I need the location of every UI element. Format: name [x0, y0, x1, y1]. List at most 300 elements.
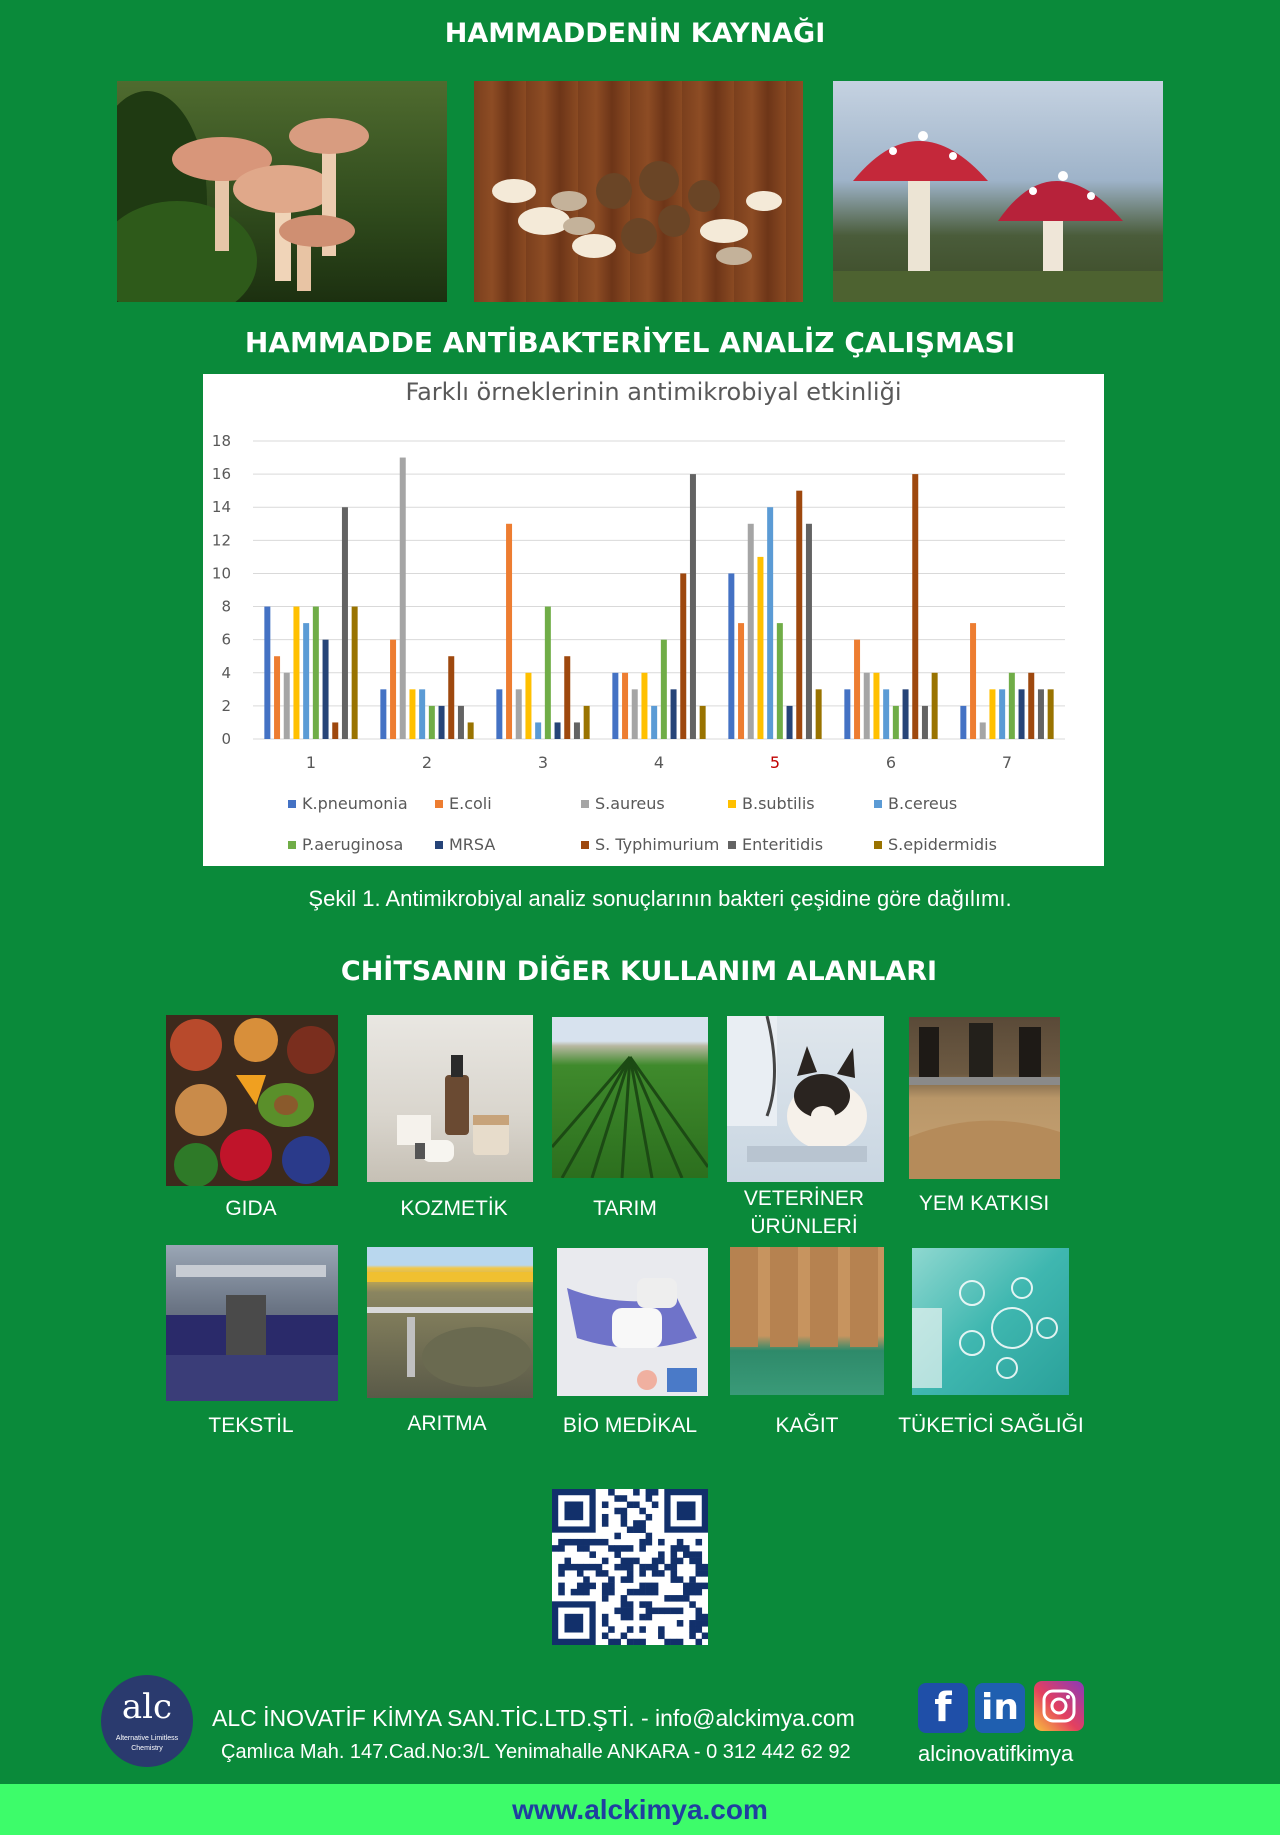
qr-module [702, 1633, 708, 1640]
usage-label-aritma: ARITMA [407, 1412, 487, 1435]
qr-module [589, 1564, 596, 1571]
bar [777, 623, 783, 739]
qr-module [677, 1620, 684, 1627]
qr-module [614, 1564, 621, 1571]
bar [352, 607, 358, 739]
qr-module [677, 1558, 684, 1565]
qr-module [621, 1595, 628, 1602]
qr-module [689, 1633, 696, 1640]
qr-module [602, 1501, 609, 1508]
agriculture-photo [552, 1017, 708, 1178]
qr-module [621, 1614, 628, 1621]
y-tick-label: 12 [211, 531, 231, 550]
mushroom-photo-wood [474, 81, 803, 302]
legend-swatch [874, 800, 882, 808]
bar [970, 623, 976, 739]
qr-module [633, 1558, 640, 1565]
qr-module [646, 1539, 653, 1546]
legend-swatch [874, 841, 882, 849]
bar [738, 623, 744, 739]
bar [1019, 689, 1025, 739]
qr-module [658, 1633, 665, 1640]
qr-module [646, 1614, 653, 1621]
legend-label: P.aeruginosa [302, 835, 404, 854]
antimicrobial-chart [203, 374, 1104, 866]
y-tick-label: 14 [211, 498, 231, 517]
qr-module [558, 1570, 565, 1577]
qr-module [633, 1526, 640, 1533]
qr-module [564, 1501, 583, 1520]
x-tick-label: 6 [885, 753, 897, 772]
qr-module [589, 1583, 596, 1590]
cosmetic-photo [367, 1015, 533, 1182]
logo-text: alc [121, 1687, 173, 1727]
y-tick-label: 18 [211, 432, 231, 450]
bar [932, 673, 938, 739]
usage-label-veteriner [704, 1185, 904, 1241]
qr-module [671, 1545, 678, 1552]
bar [748, 524, 754, 739]
bar [622, 673, 628, 739]
qr-module [564, 1614, 583, 1633]
bar [844, 689, 850, 739]
bar [700, 706, 706, 739]
y-tick-label: 10 [211, 564, 231, 583]
x-tick-label: 4 [653, 753, 665, 772]
qr-module [639, 1614, 646, 1621]
qr-module [639, 1539, 646, 1546]
qr-module [664, 1608, 671, 1615]
qr-module [633, 1501, 640, 1508]
consumer-health-photo [912, 1248, 1069, 1395]
qr-module [658, 1626, 665, 1633]
qr-module [627, 1526, 634, 1533]
qr-module [696, 1608, 703, 1615]
bar [439, 706, 445, 739]
bar [506, 524, 512, 739]
linkedin-icon[interactable]: in [975, 1683, 1025, 1733]
bar [409, 689, 415, 739]
legend-label: S.epidermidis [888, 835, 997, 854]
usage-label-gida: GIDA [225, 1197, 277, 1220]
bar [313, 607, 319, 739]
bar [390, 640, 396, 739]
qr-module [677, 1608, 684, 1615]
legend-label: S. Typhimurium [595, 835, 720, 854]
qr-module [633, 1520, 640, 1527]
bar [757, 557, 763, 739]
bar [448, 656, 454, 739]
qr-module [696, 1558, 703, 1565]
bar [999, 689, 1005, 739]
qr-module [639, 1508, 646, 1515]
qr-module [602, 1614, 609, 1621]
qr-module [577, 1564, 584, 1571]
qr-module [621, 1576, 628, 1583]
qr-module [639, 1564, 646, 1571]
qr-module [621, 1601, 628, 1608]
bar [264, 607, 270, 739]
y-tick-label: 4 [221, 663, 231, 682]
qr-module [677, 1576, 684, 1583]
qr-module [558, 1545, 565, 1552]
qr-module [671, 1551, 678, 1558]
qr-module [627, 1626, 634, 1633]
qr-module [614, 1551, 621, 1558]
legend-label: E.coli [449, 794, 492, 813]
chart-plot [203, 374, 1104, 866]
qr-module [608, 1576, 615, 1583]
qr-module [658, 1539, 665, 1546]
qr-module [677, 1595, 684, 1602]
qr-module [621, 1545, 628, 1552]
qr-module [683, 1545, 690, 1552]
bar [612, 673, 618, 739]
qr-module [608, 1583, 615, 1590]
bar [690, 474, 696, 739]
usage-title: CHİTSANIN DİĞER KULLANIM ALANLARI [340, 956, 938, 987]
bar [564, 656, 570, 739]
qr-module [677, 1539, 684, 1546]
qr-module [696, 1564, 703, 1571]
qr-module [633, 1639, 640, 1645]
bar [332, 722, 338, 739]
qr-module [633, 1489, 640, 1496]
qr-module [571, 1539, 578, 1546]
qr-module [564, 1539, 571, 1546]
logo-subtext-1: Alternative Limitless [115, 1735, 179, 1742]
qr-module [671, 1576, 678, 1583]
qr-module [577, 1539, 584, 1546]
bar [429, 706, 435, 739]
textile-photo [166, 1245, 338, 1401]
qr-module [608, 1626, 615, 1633]
qr-module [614, 1545, 621, 1552]
bar [854, 640, 860, 739]
qr-module [577, 1570, 584, 1577]
qr-module [652, 1558, 659, 1565]
qr-module [558, 1583, 565, 1590]
bar [864, 673, 870, 739]
qr-module [658, 1570, 665, 1577]
bar [496, 689, 502, 739]
legend-swatch [288, 841, 296, 849]
qr-module [614, 1608, 621, 1615]
qr-module [627, 1639, 634, 1645]
legend-swatch [435, 841, 443, 849]
bar [342, 507, 348, 739]
qr-module [702, 1614, 708, 1621]
qr-module [696, 1583, 703, 1590]
qr-module [639, 1520, 646, 1527]
qr-module [696, 1639, 703, 1645]
qr-module [558, 1539, 565, 1546]
treatment-photo [367, 1247, 533, 1398]
footer-bar [0, 1784, 1280, 1835]
qr-module [639, 1545, 646, 1552]
y-tick-label: 6 [221, 630, 231, 649]
logo-subtext-2: Chemistry [131, 1745, 163, 1752]
usage-label-tekstil: TEKSTİL [208, 1414, 294, 1437]
qr-module [702, 1583, 708, 1590]
bar [767, 507, 773, 739]
bar [516, 689, 522, 739]
bar [893, 706, 899, 739]
qr-module [689, 1558, 696, 1565]
qr-module [696, 1614, 703, 1621]
qr-module [652, 1570, 659, 1577]
qr-module [627, 1545, 634, 1552]
bar [1048, 689, 1054, 739]
y-tick-label: 2 [221, 696, 231, 715]
qr-module [689, 1620, 696, 1627]
qr-module [689, 1576, 696, 1583]
qr-module [671, 1639, 678, 1645]
qr-module [664, 1639, 671, 1645]
qr-module [627, 1570, 634, 1577]
qr-module [627, 1608, 634, 1615]
qr-module [696, 1626, 703, 1633]
qr-module [583, 1545, 590, 1552]
qr-module [621, 1608, 628, 1615]
qr-module [596, 1570, 603, 1577]
legend-label: B.cereus [888, 794, 958, 813]
qr-module [652, 1583, 659, 1590]
qr-module [583, 1583, 590, 1590]
qr-module [646, 1601, 653, 1608]
qr-module [577, 1583, 584, 1590]
qr-module [633, 1589, 640, 1596]
qr-module [646, 1533, 653, 1540]
legend-label: K.pneumonia [302, 794, 408, 813]
bar [555, 722, 561, 739]
qr-module [671, 1558, 678, 1565]
qr-module [602, 1620, 609, 1627]
qr-module [652, 1589, 659, 1596]
bar [535, 722, 541, 739]
qr-module [583, 1564, 590, 1571]
qr-module [571, 1564, 578, 1571]
y-tick-label: 0 [221, 730, 231, 748]
bar [816, 689, 822, 739]
legend-swatch [728, 800, 736, 808]
bar [651, 706, 657, 739]
qr-module [583, 1539, 590, 1546]
qr-code[interactable] [552, 1489, 708, 1645]
instagram-icon[interactable] [1034, 1681, 1084, 1731]
legend-label: B.subtilis [742, 794, 815, 813]
qr-module [658, 1558, 665, 1565]
qr-module [602, 1633, 609, 1640]
qr-module [614, 1533, 621, 1540]
bar [293, 607, 299, 739]
qr-module [627, 1601, 634, 1608]
bar [525, 673, 531, 739]
qr-module [627, 1614, 634, 1621]
qr-module [639, 1526, 646, 1533]
qr-module [683, 1551, 690, 1558]
usage-label-yem: YEM KATKISI [918, 1192, 1050, 1215]
y-tick-label: 8 [221, 597, 231, 616]
feed-photo [909, 1017, 1060, 1179]
qr-module [652, 1564, 659, 1571]
legend-label: Enteritidis [742, 835, 824, 854]
qr-module [689, 1589, 696, 1596]
qr-module [589, 1551, 596, 1558]
x-tick-label: 7 [1001, 753, 1013, 772]
bar [922, 706, 928, 739]
qr-module [627, 1576, 634, 1583]
qr-module [677, 1501, 696, 1520]
bar [1038, 689, 1044, 739]
usage-label-kagit: KAĞIT [775, 1414, 839, 1437]
qr-module [696, 1539, 703, 1546]
qr-module [639, 1626, 646, 1633]
qr-module [621, 1514, 628, 1521]
bar [661, 640, 667, 739]
usage-label-tarim: TARIM [593, 1197, 657, 1220]
bar [883, 689, 889, 739]
qr-module [646, 1608, 653, 1615]
qr-module [671, 1564, 678, 1571]
qr-module [646, 1514, 653, 1521]
bar [787, 706, 793, 739]
qr-module [646, 1564, 653, 1571]
qr-module [696, 1589, 703, 1596]
qr-module [646, 1495, 653, 1502]
qr-module [696, 1620, 703, 1627]
bar [1009, 673, 1015, 739]
veterinary-photo [727, 1016, 884, 1182]
bar [380, 689, 386, 739]
qr-module [589, 1539, 596, 1546]
qr-module [658, 1608, 665, 1615]
qr-module [577, 1589, 584, 1596]
legend-swatch [581, 800, 589, 808]
bar [400, 458, 406, 739]
qr-module [621, 1558, 628, 1565]
qr-module [639, 1639, 646, 1645]
x-tick-label: 2 [421, 753, 433, 772]
bar [796, 491, 802, 739]
qr-module [677, 1639, 684, 1645]
bar [574, 722, 580, 739]
bar [545, 607, 551, 739]
bar [641, 673, 647, 739]
bar [989, 689, 995, 739]
qr-module [652, 1489, 659, 1496]
qr-module [689, 1626, 696, 1633]
analysis-title: HAMMADDE ANTİBAKTERİYEL ANALİZ ÇALIŞMASI [244, 326, 1016, 359]
qr-module [671, 1570, 678, 1577]
qr-module [608, 1545, 615, 1552]
qr-module [614, 1495, 621, 1502]
qr-module [621, 1508, 628, 1515]
company-line: ALC İNOVATİF KİMYA SAN.TİC.LTD.ŞTİ. - info@alckimya.com [212, 1705, 855, 1731]
x-tick-label: 3 [537, 753, 549, 772]
qr-module [602, 1595, 609, 1602]
bar [960, 706, 966, 739]
usage-label-veteriner-line2: ÜRÜNLERİ [750, 1215, 858, 1238]
qr-module [596, 1539, 603, 1546]
bar [806, 524, 812, 739]
company-logo [101, 1675, 193, 1767]
qr-module [621, 1564, 628, 1571]
qr-module [639, 1583, 646, 1590]
bar [584, 706, 590, 739]
qr-module [683, 1583, 690, 1590]
qr-module [627, 1564, 634, 1571]
qr-module [621, 1495, 628, 1502]
qr-module [639, 1570, 646, 1577]
legend-swatch [435, 800, 443, 808]
qr-module [558, 1564, 565, 1571]
qr-module [583, 1576, 590, 1583]
source-title: HAMMADDENİN KAYNAĞI [444, 18, 826, 49]
qr-module [689, 1601, 696, 1608]
qr-module [658, 1551, 665, 1558]
usage-label-biomedikal: BİO MEDİKAL [562, 1414, 698, 1437]
x-tick-label: 5 [769, 753, 781, 772]
facebook-icon[interactable]: f [918, 1683, 968, 1733]
qr-module [596, 1564, 603, 1571]
qr-module [696, 1570, 703, 1577]
qr-module [564, 1558, 571, 1565]
qr-module [583, 1589, 590, 1596]
usage-label-tuketici: TÜKETİCİ SAĞLIĞI [898, 1414, 1084, 1437]
qr-module [608, 1489, 615, 1496]
figure-caption: Şekil 1. Antimikrobiyal analiz sonuçlarının bakteri çeşidine göre dağılımı. [308, 886, 1012, 911]
qr-module [627, 1558, 634, 1565]
website-link[interactable]: www.alckimya.com [512, 1794, 768, 1825]
qr-module [602, 1589, 609, 1596]
qr-module [639, 1589, 646, 1596]
qr-module [627, 1589, 634, 1596]
biomedical-photo [557, 1248, 708, 1396]
qr-module [602, 1583, 609, 1590]
qr-module [602, 1539, 609, 1546]
usage-label-veteriner-line1: VETERİNER [743, 1187, 865, 1210]
qr-module [608, 1589, 615, 1596]
bar [873, 673, 879, 739]
qr-module [652, 1501, 659, 1508]
y-tick-label: 16 [211, 465, 231, 484]
mushroom-photo-forest [117, 81, 447, 302]
bar [419, 689, 425, 739]
qr-module [621, 1520, 628, 1527]
qr-module [627, 1501, 634, 1508]
legend-swatch [728, 841, 736, 849]
qr-module [664, 1564, 671, 1571]
qr-module [621, 1633, 628, 1640]
qr-module [646, 1583, 653, 1590]
bar [671, 689, 677, 739]
qr-module [608, 1639, 615, 1645]
qr-module [646, 1489, 653, 1496]
qr-module [614, 1639, 621, 1645]
qr-module [577, 1545, 584, 1552]
bar [632, 689, 638, 739]
qr-module [639, 1601, 646, 1608]
qr-module [646, 1589, 653, 1596]
qr-module [602, 1570, 609, 1577]
qr-module [602, 1514, 609, 1521]
bar [458, 706, 464, 739]
usage-label-kozmetik: KOZMETİK [400, 1197, 508, 1220]
bar [903, 689, 909, 739]
qr-module [702, 1570, 708, 1577]
qr-module [671, 1595, 678, 1602]
